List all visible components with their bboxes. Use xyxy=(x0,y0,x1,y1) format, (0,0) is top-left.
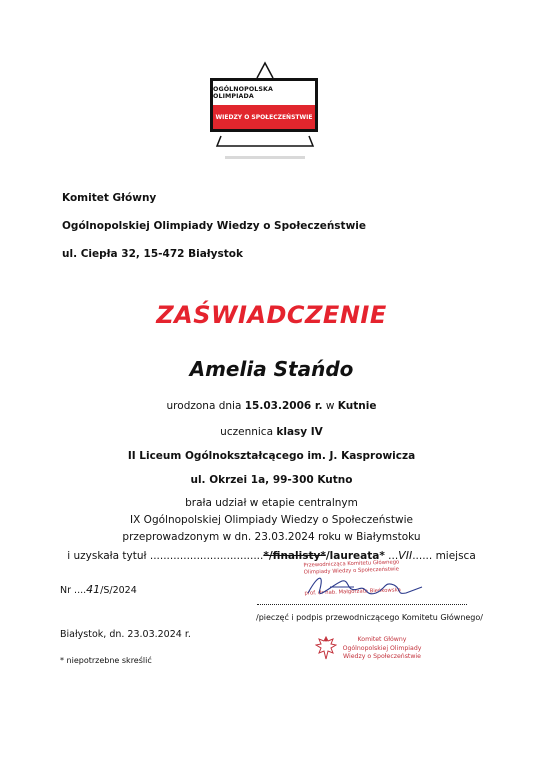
signature-stamp xyxy=(272,561,462,606)
recipient-name: Amelia Stańdo xyxy=(189,357,354,381)
born-date: 15.03.2006 r. xyxy=(244,400,323,412)
place-suffix: miejsca xyxy=(435,550,476,562)
stamp-line-1: Przewodnicząca Komitetu Głównego xyxy=(303,559,400,569)
stamp-line-3: prof. dr hab. Małgorzata Bieńkowska xyxy=(304,587,401,597)
olympiad-logo xyxy=(205,58,325,168)
place-date: Białystok, dn. 23.03.2024 r. xyxy=(60,629,191,640)
document-title: ZAŚWIADCZENIE xyxy=(156,301,387,329)
participation-line-3: przeprowadzonym w dn. 23.03.2024 roku w Białymstoku xyxy=(122,531,421,543)
logo-bottom-text: WIEDZY O SPOŁECZEŃSTWIE xyxy=(213,105,315,129)
birth-line xyxy=(0,400,543,412)
place-dots-after: ...... xyxy=(412,550,433,562)
handwritten-signature-icon xyxy=(302,567,452,603)
reference-number xyxy=(60,583,137,596)
committee-stamp-line-3: Wiedzy o Społeczeństwie xyxy=(343,653,421,660)
participation-line-1: brała udział w etapie centralnym xyxy=(185,497,358,509)
reference-value: 41 xyxy=(86,583,101,596)
born-prefix: urodzona dnia xyxy=(166,400,242,412)
logo-box xyxy=(210,78,318,132)
committee-stamp-line-1: Komitet Główny xyxy=(357,636,407,643)
signature-caption: /pieczęć i podpis przewodniczącego Komitetu Głównego/ xyxy=(256,613,483,622)
title-prefix: i uzyskała tytuł xyxy=(67,550,147,562)
reference-suffix: /S/2024 xyxy=(100,585,137,596)
student-prefix: uczennica xyxy=(220,426,274,438)
title-laureate: /laureata* xyxy=(325,550,385,562)
student-class: klasy IV xyxy=(276,426,323,438)
header-committee: Komitet Główny xyxy=(62,192,157,204)
school-name: II Liceum Ogólnokształcącego im. J. Kasprowicza xyxy=(127,450,416,462)
reference-dots: .... xyxy=(74,585,87,596)
header-olympiad: Ogólnopolskiej Olimpiady Wiedzy o Społeczeństwie xyxy=(62,220,366,232)
logo-top-text: OGÓLNOPOLSKA OLIMPIADA xyxy=(213,86,273,100)
title-dots: .................................. xyxy=(149,550,264,562)
school-address: ul. Okrzei 1a, 99-300 Kutno xyxy=(190,474,353,486)
title-finalist-struck: */finalisty* xyxy=(263,550,326,562)
stamp-line-2: Olimpiady Wiedzy o Społeczeństwie xyxy=(303,566,400,576)
signature-dotted-line xyxy=(257,604,467,605)
header-address: ul. Ciepła 32, 15-472 Białystok xyxy=(62,248,243,260)
reference-prefix: Nr xyxy=(60,585,72,596)
footnote: * niepotrzebne skreślić xyxy=(60,656,152,665)
participation-line-2: IX Ogólnopolskiej Olimpiady Wiedzy o Społeczeństwie xyxy=(130,514,413,526)
committee-stamp xyxy=(342,636,422,662)
born-in: w xyxy=(325,400,335,412)
student-line xyxy=(0,426,543,438)
place-value: VII xyxy=(398,549,413,562)
eagle-emblem-icon xyxy=(315,634,337,662)
place-dots: ... xyxy=(388,550,399,562)
born-place: Kutnie xyxy=(337,400,377,412)
committee-stamp-line-2: Ogólnopolskiej Olimpiady xyxy=(342,644,422,652)
